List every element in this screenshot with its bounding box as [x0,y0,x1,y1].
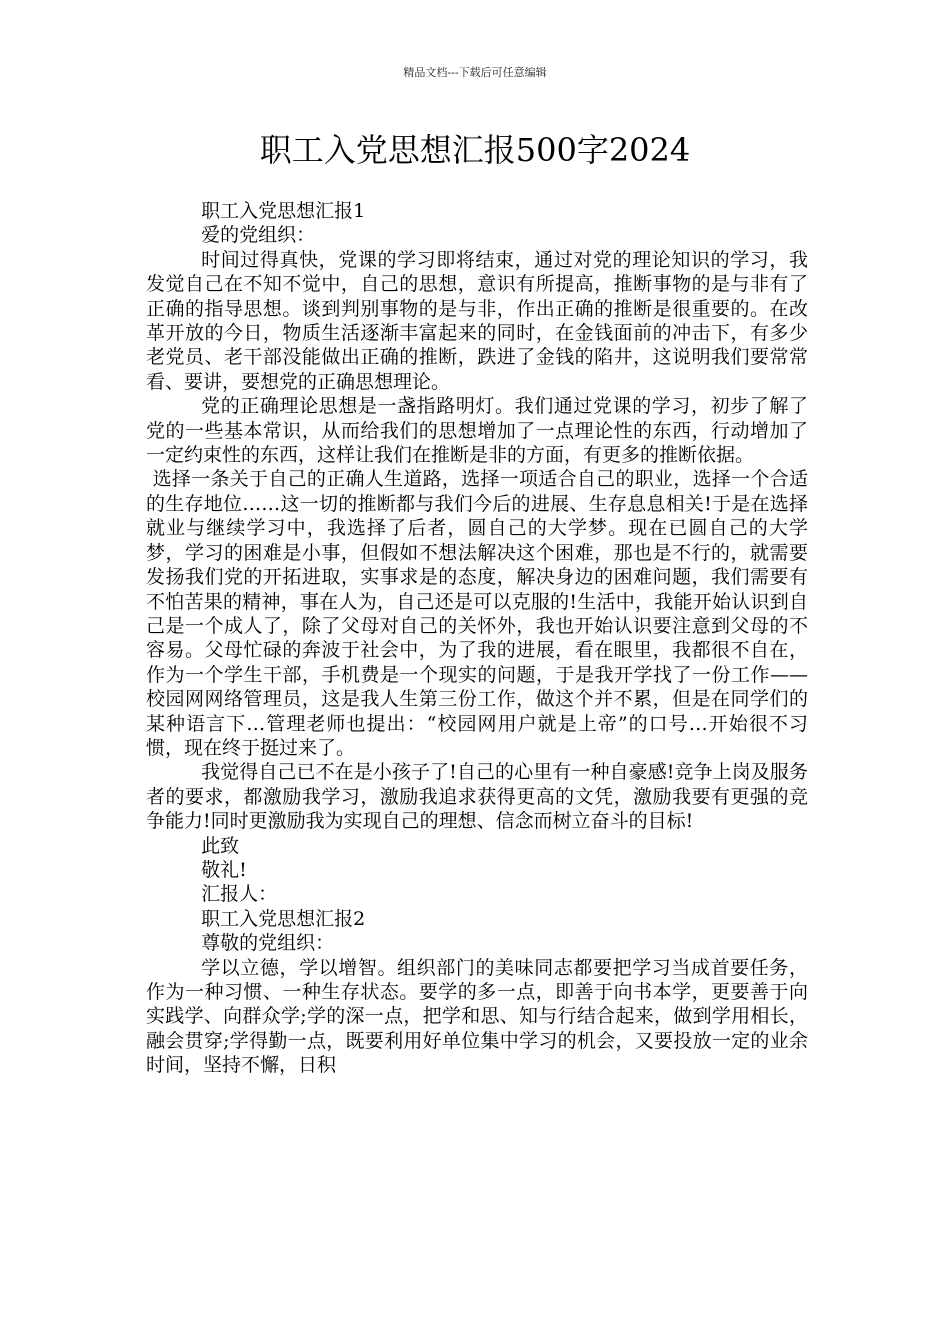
salutation-1: 爱的党组织： [201,224,316,247]
document-title: 职工入党思想汇报500字2024 [259,131,691,169]
body-paragraph: 我觉得自己已不在是小孩子了!自己的心里有一种自豪感!竞争上岗及服务者的要求，都激励我学习，激励我追求获得更高的文凭，激励我要有更强的竞争能力!同时更激励我为实现自己的理想、信念而树立奋斗的目标! [146,761,808,833]
body-paragraph: 选择一条关于自己的正确人生道路，选择一项适合自己的职业，选择一个合适的生存地位……这一切的推断都与我们今后的进展、生存息息相关!于是在选择就业与继续学习中，我选择了后者，圆自己的大学梦。现在已圆自己的大学梦，学习的困难是小事，但假如不想法解决这个困难，那也是不行的，就需要发扬我们党的开拓进取，实事求是的态度，解决身边的困难问题，我们需要有不怕苦果的精神，事在人为，自己还是可以克服的!生活中，我能开始认识到自己是一个成人了，除了父母对自己的关怀外，我也开始认识要注意到父母的不容易。父母忙碌的奔波于社会中，为了我的进展，看在眼里，我都很不自在，作为一个学生干部，手机费是一个现实的问题，于是我开学找了一份工作——校园网网络管理员，这是我人生第三份工作，做这个并不累，但是在同学们的某种语言下…管理老师也提出：“校园网用户就是上帝”的口号…开始很不习惯，现在终于挺过来了。 [146,468,808,759]
closing-line: 此致 [201,834,240,857]
closing-line: 敬礼! [201,858,247,881]
body-paragraph: 学以立德，学以增智。组织部门的美味同志都要把学习当成首要任务，作为一种习惯、一种生存状态。要学的多一点，即善于向书本学，更要善于向实践学、向群众学;学的深一点，把学和思、知与行结合起来，做到学用相长，融会贯穿;学得勤一点，既要利用好单位集中学习的机会，又要投放一定的业余时间，坚持不懈，日积 [146,956,808,1077]
section-heading-1: 职工入党思想汇报1 [201,200,366,222]
salutation-2: 尊敬的党组织： [201,932,335,955]
reporter-signature-label: 汇报人： [201,883,278,906]
section-heading-2: 职工入党思想汇报2 [201,907,366,930]
header-note: 精品文档---下载后可任意编辑 [403,66,547,79]
body-paragraph: 党的正确理论思想是一盏指路明灯。我们通过党课的学习，初步了解了党的一些基本常识，从而给我们的思想增加了一点理论性的东西，行动增加了一定约束性的东西，这样让我们在推断是非的方面，有更多的推断依据。 [146,395,808,467]
document-body [146,199,808,1078]
body-paragraph: 时间过得真快，党课的学习即将结束，通过对党的理论知识的学习，我发觉自己在不知不觉中，自己的思想，意识有所提高，推断事物的是与非有了正确的指导思想。谈到判别事物的是与非，作出正确的推断是很重要的。在改革开放的今日，物质生活逐渐丰富起来的同时，在金钱面前的冲击下，有多少老党员、老干部没能做出正确的推断，跌进了金钱的陷井，这说明我们要常常看、要讲，要想党的正确思想理论。 [146,248,808,393]
